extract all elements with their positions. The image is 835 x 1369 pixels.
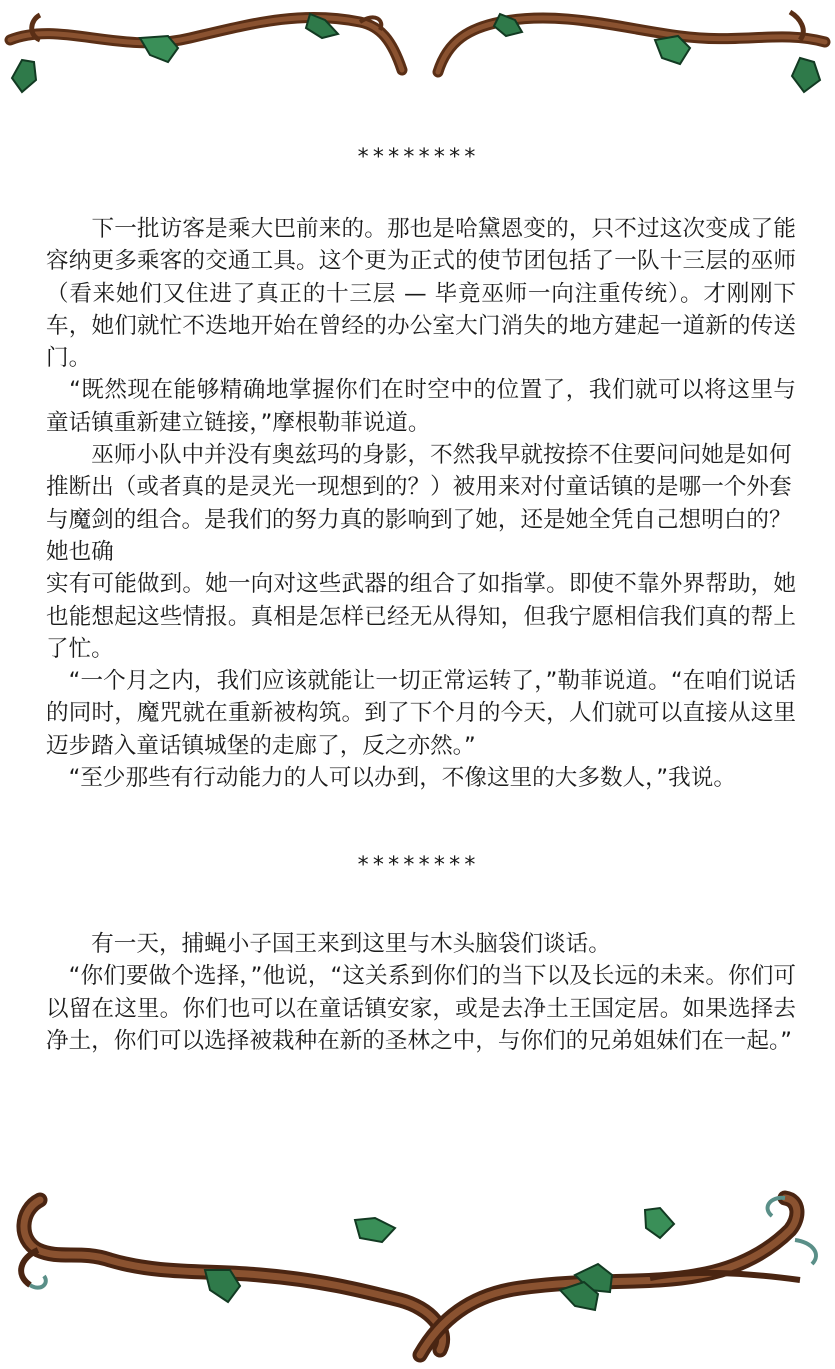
bottom-vine-decoration [0, 1180, 835, 1369]
paragraph: “至少那些有行动能力的人可以办到，不像这里的大多数人，”我说。 [46, 765, 736, 792]
section-separator: ******** [356, 853, 479, 878]
paragraph: 巫师小队中并没有奥兹玛的身影，不然我早就按捺不住要问问她是如何推断出（或者真的是灵光一现想到的？）被用来对付童话镇的是哪一个外套与魔剑的组合。是我们的努力真的影响到了她，还是她全凭自己想明白的？她也确 [46, 442, 792, 565]
vine-branch-icon [21, 1198, 816, 1355]
paragraph: “既然现在能够精确地掌握你们在时空中的位置了，我们就可以将这里与童话镇重新建立链接，”摩根勒菲说道。 [46, 377, 796, 436]
paragraph: 实有可能做到。她一向对这些武器的组合了如指掌。即使不靠外界帮助，她也能想起这些情报。真相是怎样已经无从得知，但我宁愿相信我们真的帮上了忙。 [46, 571, 796, 662]
top-vine-decoration [0, 0, 835, 110]
text-section-2 [46, 928, 796, 1057]
vine-branch-icon [10, 12, 825, 92]
text-section-1 [46, 213, 796, 794]
section-separator: ******** [356, 145, 479, 170]
paragraph: 下一批访客是乘大巴前来的。那也是哈黛恩变的，只不过这次变成了能容纳更多乘客的交通工具。这个更为正式的使节团包括了一队十三层的巫师（看来她们又住进了真正的十三层 — 毕竟巫师一向注重传统）。才刚刚下车，她们就忙不迭地开始在曾经的办公室大门消失的地方建起一道新的传送门。 [46, 216, 796, 372]
paragraph: 有一天，捕蝇小子国王来到这里与木头脑袋们谈话。 [46, 931, 611, 957]
paragraph: “一个月之内，我们应该就能让一切正常运转了，”勒菲说道。“在咱们说话的同时，魔咒就在重新被构筑。到了下个月的今天，人们就可以直接从这里迈步踏入童话镇城堡的走廊了，反之亦然。” [46, 668, 796, 759]
paragraph: “你们要做个选择，”他说，“这关系到你们的当下以及长远的未来。你们可以留在这里。你们也可以在童话镇安家，或是去净土王国定居。如果选择去净土，你们可以选择被栽种在新的圣林之中，与你们的兄弟姐妹们在一起。” [46, 963, 796, 1054]
